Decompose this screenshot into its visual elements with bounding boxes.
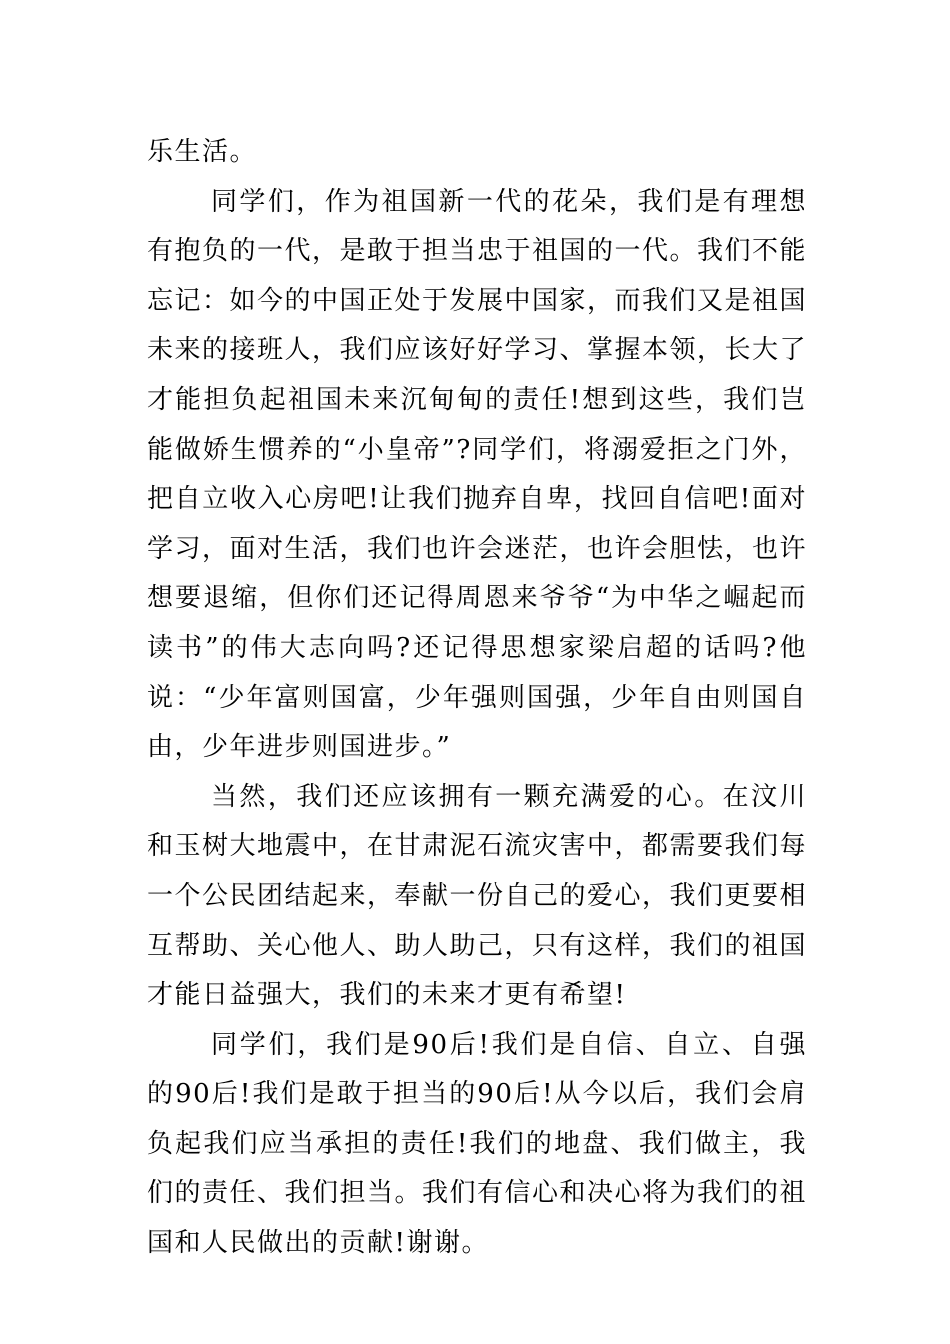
paragraph-conclusion: 同学们，我们是90后!我们是自信、自立、自强的90后!我们是敢于担当的90后!从今以后，我们会肩负起我们应当承担的责任!我们的地盘、我们做主，我们的责任、我们担当。我们有信心和决心将为我们的祖国和人民做出的贡献!谢谢。 [147,1029,808,1259]
paragraph-love: 当然，我们还应该拥有一颗充满爱的心。在汶川和玉树大地震中，在甘肃泥石流灾害中，都需要我们每一个公民团结起来，奉献一份自己的爱心，我们更要相互帮助、关心他人、助人助己，只有这样，我们的祖国才能日益强大，我们的未来才更有希望! [147,781,808,1011]
paragraph-ideals: 同学们，作为祖国新一代的花朵，我们是有理想有抱负的一代，是敢于担当忠于祖国的一代。我们不能忘记：如今的中国正处于发展中国家，而我们又是祖国未来的接班人，我们应该好好学习、掌握本领，长大了才能担负起祖国未来沉甸甸的责任!想到这些，我们岂能做娇生惯养的“小皇帝”?同学们，将溺爱拒之门外，把自立收入心房吧!让我们抛弃自卑，找回自信吧!面对学习，面对生活，我们也许会迷茫，也许会胆怯，也许想要退缩，但你们还记得周恩来爷爷“为中华之崛起而读书”的伟大志向吗?还记得思想家梁启超的话吗?他说：“少年富则国富，少年强则国强，少年自由则国自由，少年进步则国进步。” [147,186,808,763]
paragraph-continuation: 乐生活。 [147,137,258,167]
document-body [147,128,807,1269]
